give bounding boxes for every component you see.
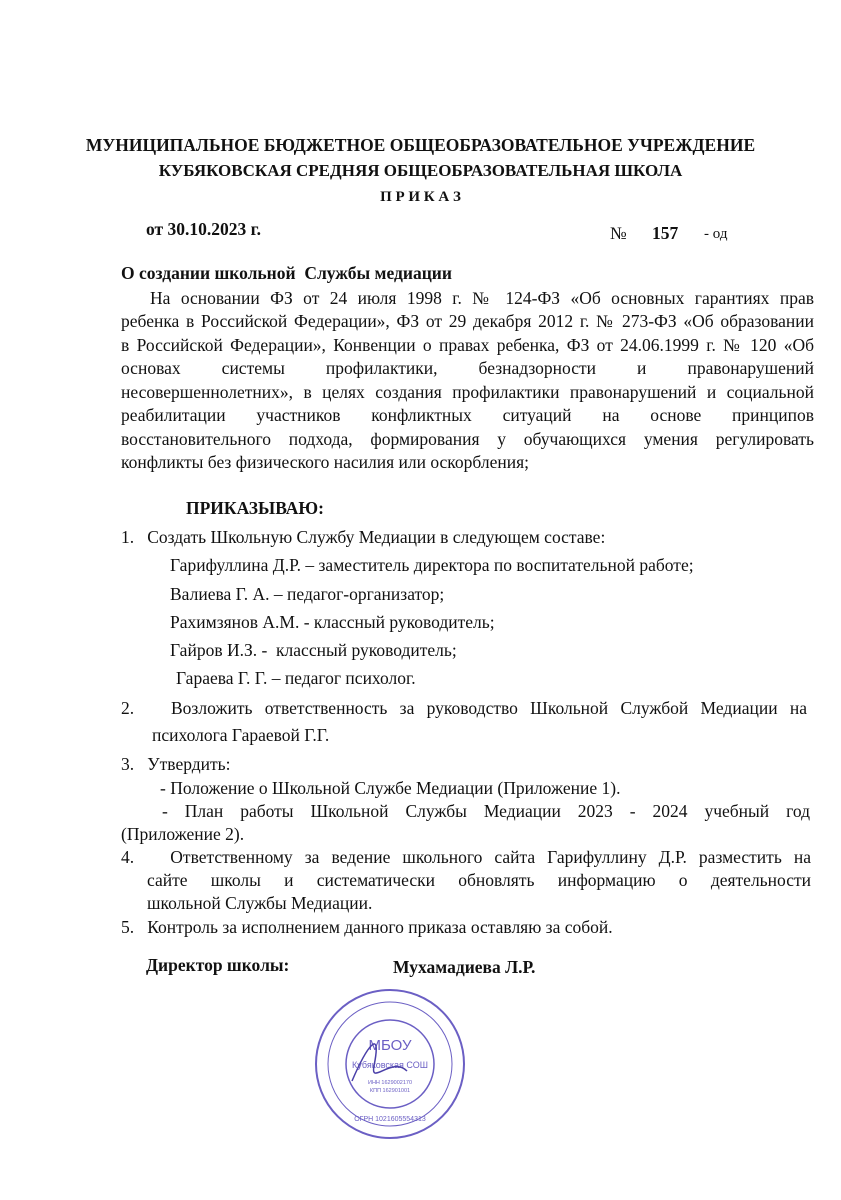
member: Гараева Г. Г. – педагог психолог. bbox=[176, 668, 416, 688]
preamble-line: несовершеннолетних», в целях создания профилактики правонарушений и социальной bbox=[121, 382, 814, 402]
item-3-appendix-2: - План работы Школьной Службы Медиации 2023 - 2024 учебный год bbox=[162, 801, 810, 821]
org-name-line2: КУБЯКОВСКАЯ СРЕДНЯЯ ОБЩЕОБРАЗОВАТЕЛЬНАЯ ШКОЛА bbox=[158, 161, 683, 180]
preamble-line: основах системы профилактики, безнадзорности и правонарушений bbox=[121, 358, 814, 378]
preamble-line: конфликты без физического насилия или оскорбления; bbox=[121, 452, 530, 472]
order-title: О создании школьной Службы медиации bbox=[121, 263, 452, 283]
order-word: ПРИКАЗЫВАЮ: bbox=[186, 498, 324, 518]
school-seal-stamp bbox=[312, 986, 468, 1142]
member: Гарифуллина Д.Р. – заместитель директора по воспитательной работе; bbox=[170, 555, 694, 575]
member: Гайров И.З. - классный руководитель; bbox=[170, 640, 457, 660]
preamble-line: в Российской Федерации», Конвенции о правах ребенка, ФЗ от 24.06.1999 г. № 120 «Об bbox=[121, 335, 814, 355]
item-5: 5. Контроль за исполнением данного приказа оставляю за собой. bbox=[121, 917, 613, 937]
item-3-appendix-2-cont: (Приложение 2). bbox=[121, 824, 245, 844]
order-number: 157 bbox=[652, 223, 679, 243]
stamp-kpp: КПП 162901001 bbox=[369, 1088, 411, 1094]
member: Рахимзянов А.М. - классный руководитель; bbox=[170, 612, 495, 632]
item-2-cont: психолога Гараевой Г.Г. bbox=[152, 725, 330, 745]
stamp-ogrn: ОГРН 1021605554313 bbox=[354, 1116, 426, 1123]
item-4: 4. Ответственному за ведение школьного сайта Гарифуллину Д.Р. разместить на bbox=[121, 847, 811, 867]
signatory-role: Директор школы: bbox=[146, 955, 290, 975]
item-1: 1. Создать Школьную Службу Медиации в следующем составе: bbox=[121, 527, 606, 547]
org-name-line1: МУНИЦИПАЛЬНОЕ БЮДЖЕТНОЕ ОБЩЕОБРАЗОВАТЕЛЬНОЕ УЧРЕЖДЕНИЕ bbox=[85, 135, 756, 155]
preamble-line: На основании ФЗ от 24 июля 1998 г. № 124-ФЗ «Об основных гарантиях прав bbox=[150, 288, 814, 308]
item-4-cont: сайте школы и систематически обновлять информацию о деятельности bbox=[147, 870, 811, 890]
member: Валиева Г. А. – педагог-организатор; bbox=[170, 584, 445, 604]
item-4-cont: школьной Службы Медиации. bbox=[147, 893, 373, 913]
preamble-line: реабилитации участников конфликтных ситуаций на основе принципов bbox=[121, 405, 814, 425]
signatory-name: Мухамадиева Л.Р. bbox=[393, 957, 536, 977]
preamble-line: ребенка в Российской Федерации», ФЗ от 29 декабря 2012 г. № 273-ФЗ «Об образовании bbox=[121, 311, 814, 331]
order-number-suffix: - од bbox=[704, 226, 728, 242]
stamp-center: МБОУ bbox=[368, 1037, 412, 1054]
item-3-appendix-1: - Положение о Школьной Службе Медиации (Приложение 1). bbox=[160, 778, 621, 798]
item-3: 3. Утвердить: bbox=[121, 754, 231, 774]
stamp-inn: ИНН 1629002170 bbox=[367, 1080, 413, 1086]
stamp-school: Кубяковская СОШ bbox=[352, 1060, 428, 1070]
number-sign: № bbox=[610, 223, 627, 243]
preamble-line: восстановительного подхода, формирования у обучающихся умения регулировать bbox=[121, 429, 814, 449]
doc-type: П Р И К А З bbox=[380, 189, 461, 205]
item-2: 2. Возложить ответственность за руководство Школьной Службой Медиации на bbox=[121, 698, 807, 718]
order-date: от 30.10.2023 г. bbox=[146, 219, 261, 239]
